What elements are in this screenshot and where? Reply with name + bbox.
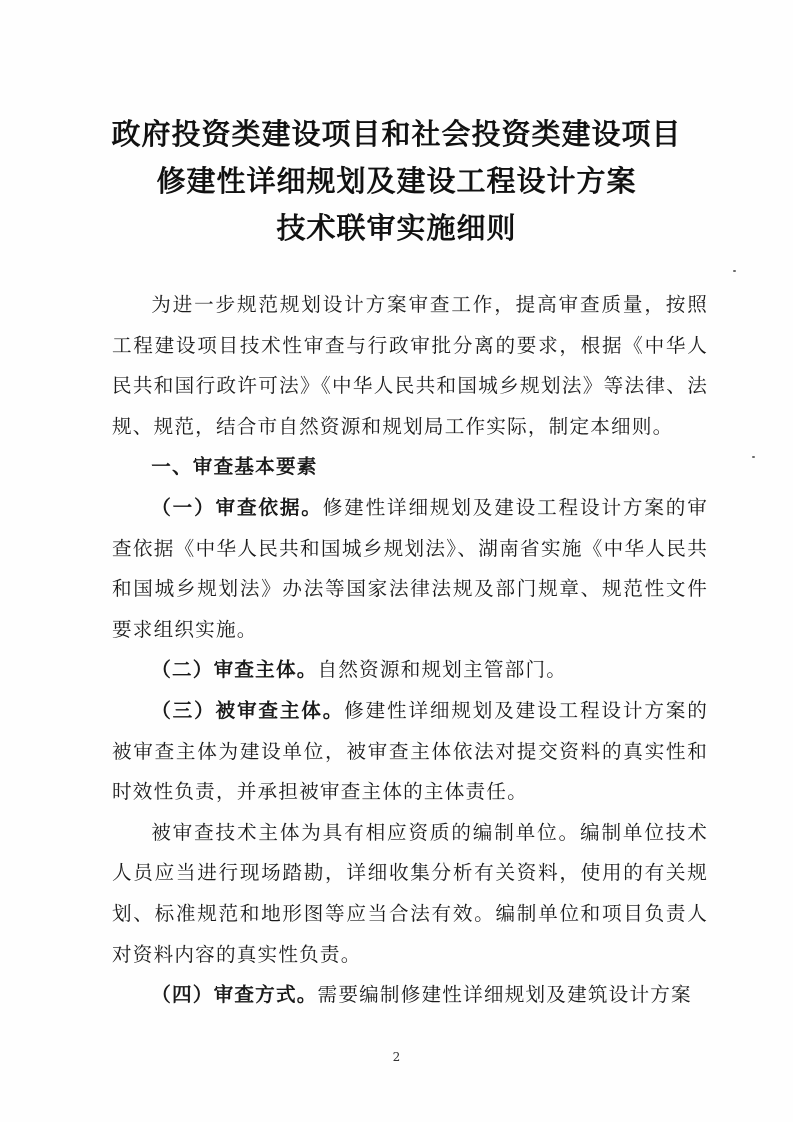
- intro-paragraph: 为进一步规范规划设计方案审查工作，提高审查质量，按照工程建设项目技术性审查与行政审批分离的要求，根据《中华人民共和国行政许可法》《中华人民共和国城乡规划法》等法律、法规、规范，结合市自然资源和规划局工作实际，制定本细则。: [112, 293, 708, 438]
- scan-speck: [733, 270, 736, 272]
- item-4-lead: （四）审查方式。: [151, 983, 318, 1007]
- item-1-paragraph: [112, 488, 708, 650]
- item-4-text: 需要编制修建性详细规划及建筑设计方案: [317, 983, 692, 1007]
- item-3-paragraph: [112, 691, 708, 813]
- scan-speck: [752, 456, 755, 458]
- item-1-lead: （一）审查依据。: [151, 495, 323, 519]
- title-line-2: 修建性详细规划及建设工程设计方案: [156, 164, 637, 198]
- item-1-text: 修建性详细规划及建设工程设计方案的审查依据《中华人民共和国城乡规划法》、湖南省实施《中华人民共和国城乡规划法》办法等国家法律法规及部门规章、规范性文件要求组织实施。: [112, 495, 708, 641]
- item-3-text: 修建性详细规划及建设工程设计方案的被审查主体为建设单位，被审查主体依法对提交资料的真实性和时效性负责，并承担被审查主体的主体责任。: [112, 698, 708, 804]
- title-line-3: 技术联审实施细则: [276, 211, 517, 245]
- item-2-paragraph: [112, 650, 708, 691]
- item-3-lead: （三）被审查主体。: [151, 698, 345, 722]
- extra-paragraph: 被审查技术主体为具有相应资质的编制单位。编制单位技术人员应当进行现场踏勘，详细收集分析有关资料，使用的有关规划、标准规范和地形图等应当合法有效。编制单位和项目负责人对资料内容的真实性负责。: [112, 820, 708, 966]
- page-number: 2: [392, 1050, 401, 1064]
- item-2-lead: （二）审查主体。: [151, 658, 318, 682]
- item-4-paragraph: [112, 975, 708, 1016]
- item-2-text: 自然资源和规划主管部门。: [317, 658, 568, 682]
- title-line-1: 政府投资类建设项目和社会投资类建设项目: [111, 117, 682, 151]
- document-body: [112, 285, 708, 1016]
- section-heading: 一、审查基本要素: [151, 455, 318, 479]
